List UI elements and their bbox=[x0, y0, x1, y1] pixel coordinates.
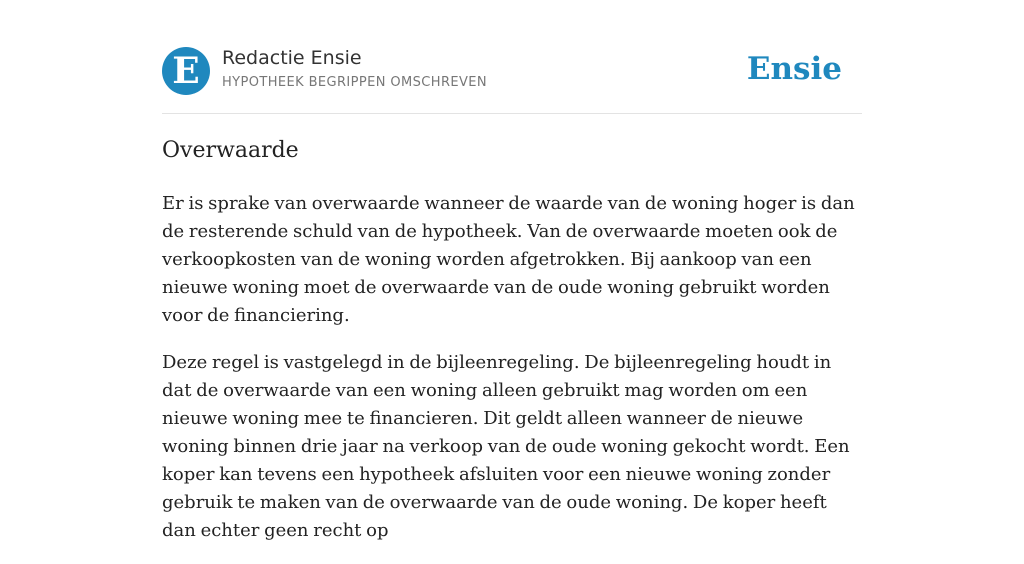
article-title: Overwaarde bbox=[162, 138, 299, 163]
article-body bbox=[162, 190, 862, 564]
author-avatar[interactable]: E bbox=[162, 47, 210, 95]
article-header bbox=[162, 47, 862, 95]
author-name[interactable]: Redactie Ensie bbox=[222, 47, 362, 69]
header-divider bbox=[162, 113, 862, 114]
ensie-logo[interactable]: Ensie bbox=[746, 51, 842, 87]
article-paragraph: Er is sprake van overwaarde wanneer de waarde van de woning hoger is dan de resterende schuld van de hypotheek. Van de overwaarde moeten ook de verkoopkosten van de woning worden afgetrokken. Bij aankoop van een nieuwe woning moet de overwaarde van de oude woning gebruikt worden voor de financiering. bbox=[162, 193, 855, 326]
article-paragraph: Deze regel is vastgelegd in de bijleenregeling. De bijleenregeling houdt in dat de overwaarde van een woning alleen gebruikt mag worden om een nieuwe woning mee te financieren. Dit geldt alleen wanneer de nieuwe woning binnen drie jaar na verkoop van de oude woning gekocht wordt. Een koper kan tevens een hypotheek afsluiten voor een nieuwe woning zonder gebruik te maken van de overwaarde van de oude woning. De koper heeft dan echter geen recht op bbox=[162, 352, 850, 541]
category-tags[interactable]: HYPOTHEEK BEGRIPPEN OMSCHREVEN bbox=[222, 75, 488, 90]
